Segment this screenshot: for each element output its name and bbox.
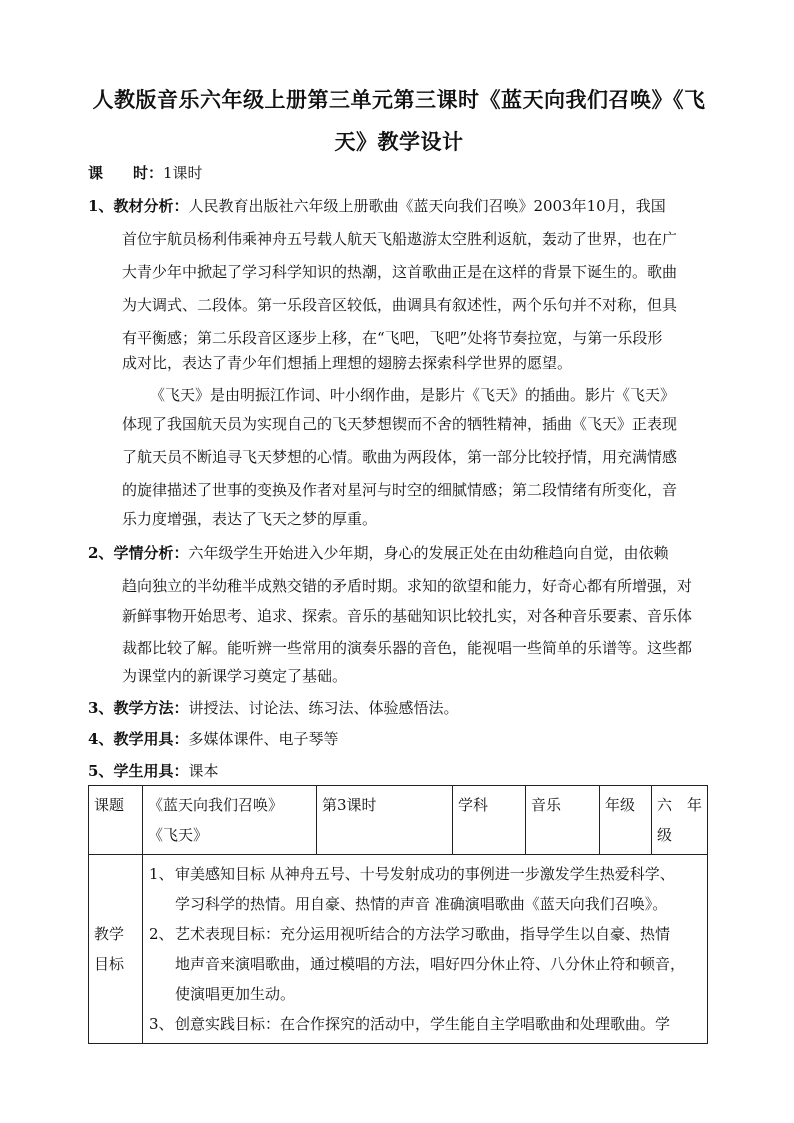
student-tools-label: 学生用具： xyxy=(113,762,189,780)
subject-label-cell xyxy=(453,786,526,855)
goal-line: 艺术表现目标：充分运用视听结合的方法学习歌曲，指导学生以自豪、热情 xyxy=(175,925,671,943)
topic-value-cell xyxy=(143,786,317,855)
analysis-line: 首位宇航员杨利伟乘神舟五号载人航天飞船遨游太空胜利返航，轰动了世界，也在广 xyxy=(122,230,678,248)
goal-line: 创意实践目标：在合作探究的活动中，学生能自主学唱歌曲和处理歌曲。学 xyxy=(175,1015,671,1033)
analysis-line: 有平衡感；第二乐段音区逐步上移，在“飞吧，飞吧”处将节奏拉宽，与第一乐段形 xyxy=(122,329,663,347)
students-heading xyxy=(88,542,708,563)
student-tools-value: 课本 xyxy=(188,762,219,780)
goal-line: 学习科学的热情。用自豪、热情的声音 准确演唱歌曲《蓝天向我们召唤》。 xyxy=(175,895,668,913)
doc-title-line-1: 人教版音乐六年级上册第三单元第三课时《蓝天向我们召唤》《飞 xyxy=(92,87,706,112)
goal-item xyxy=(149,1009,702,1039)
table-row xyxy=(89,786,708,855)
grade-value-line: 级 xyxy=(657,826,673,844)
analysis-para2-line: 的旋律描述了世事的变换及作者对星河与时空的细腻情感；第二段情绪有所变化，音 xyxy=(122,481,678,499)
students-num: 2、 xyxy=(88,544,114,562)
goals-label-line: 教学 xyxy=(94,925,125,943)
goal-line: 使演唱更加生动。 xyxy=(175,985,296,1003)
methods-value: 讲授法、讨论法、练习法、体验感悟法。 xyxy=(188,699,459,717)
goals-label-cell xyxy=(89,855,143,1044)
tools-value: 多媒体课件、电子琴等 xyxy=(188,730,339,748)
analysis-num: 1、 xyxy=(88,197,114,215)
subject-label: 学科 xyxy=(458,796,489,814)
grade-value-line: 六 年 xyxy=(657,796,703,814)
students-line: 裁都比较了解。能听辨一些常用的演奏乐器的音色，能视唱一些简单的乐谱等。这些都 xyxy=(122,639,693,657)
goal-line: 审美感知目标 从神舟五号、十号发射成功的事例进一步激发学生热爱科学、 xyxy=(175,865,675,883)
doc-title-line-2: 天》教学设计 xyxy=(334,129,464,154)
period-cell xyxy=(317,786,453,855)
students-label: 学情分析： xyxy=(113,544,189,562)
analysis-para2-line: 体现了我国航天员为实现自己的飞天梦想锲而不舍的牺牲精神，插曲《飞天》正表现 xyxy=(122,415,678,433)
goals-label-line: 目标 xyxy=(94,955,125,973)
goal-num: 2、 xyxy=(149,925,174,943)
analysis-line: 大青少年中掀起了学习科学知识的热潮，这首歌曲正是在这样的背景下诞生的。歌曲 xyxy=(122,263,678,281)
lesson-info-table xyxy=(88,785,708,1044)
goals-content-cell xyxy=(143,855,708,1044)
methods-row xyxy=(88,697,708,718)
grade-value-cell xyxy=(652,786,708,855)
table-row xyxy=(89,855,708,1044)
analysis-line: 为大调式、二段体。第一乐段音区较低，曲调具有叙述性，两个乐句并不对称，但具 xyxy=(122,296,678,314)
topic-label-cell xyxy=(89,786,143,855)
goal-num: 1、 xyxy=(149,865,174,883)
analysis-line: 成对比，表达了青少年们想插上理想的翅膀去探索科学世界的愿望。 xyxy=(122,354,573,372)
topic-label: 课题 xyxy=(94,796,125,814)
students-line: 趋向独立的半幼稚半成熟交错的矛盾时期。求知的欲望和能力，好奇心都有所增强，对 xyxy=(122,577,693,595)
methods-label: 教学方法： xyxy=(113,699,189,717)
lesson-hours-value: 1课时 xyxy=(163,164,203,182)
students-line: 六年级学生开始进入少年期，身心的发展正处在由幼稚趋向自觉，由依赖 xyxy=(188,544,669,562)
analysis-para2-line: 乐力度增强，表达了飞天之梦的厚重。 xyxy=(122,510,378,528)
analysis-para2-line: 《飞天》是由明振江作词、叶小纲作曲，是影片《飞天》的插曲。影片《飞天》 xyxy=(150,386,676,404)
goal-num: 3、 xyxy=(149,1015,174,1033)
analysis-heading xyxy=(88,195,708,216)
topic-value-line: 《飞天》 xyxy=(148,826,209,844)
period-value: 第3课时 xyxy=(322,796,377,814)
goal-item xyxy=(149,919,702,949)
topic-value-line: 《蓝天向我们召唤》 xyxy=(148,796,284,814)
student-tools-num: 5、 xyxy=(88,762,114,780)
goal-item xyxy=(149,859,702,889)
students-line: 新鲜事物开始思考、追求、探索。音乐的基础知识比较扎实，对各种音乐要素、音乐体 xyxy=(122,607,693,625)
analysis-line: 人民教育出版社六年级上册歌曲《蓝天向我们召唤》2003年10月，我国 xyxy=(188,197,666,215)
analysis-para2-line: 了航天员不断追寻飞天梦想的心情。歌曲为两段体，第一部分比较抒情，用充满情感 xyxy=(122,448,678,466)
analysis-label: 教材分析： xyxy=(113,197,189,215)
tools-label: 教学用具： xyxy=(113,730,189,748)
lesson-hours xyxy=(88,162,708,183)
grade-label-cell xyxy=(600,786,652,855)
student-tools-row xyxy=(88,760,708,781)
students-line: 为课堂内的新课学习奠定了基础。 xyxy=(122,667,348,685)
subject-value-cell xyxy=(526,786,600,855)
methods-num: 3、 xyxy=(88,699,114,717)
tools-num: 4、 xyxy=(88,730,114,748)
lesson-hours-label: 课 时： xyxy=(88,164,164,182)
goal-line: 地声音来演唱歌曲，通过模唱的方法，唱好四分休止符、八分休止符和顿音， xyxy=(175,955,686,973)
tools-row xyxy=(88,728,708,749)
subject-value: 音乐 xyxy=(531,796,562,814)
grade-label: 年级 xyxy=(605,796,636,814)
